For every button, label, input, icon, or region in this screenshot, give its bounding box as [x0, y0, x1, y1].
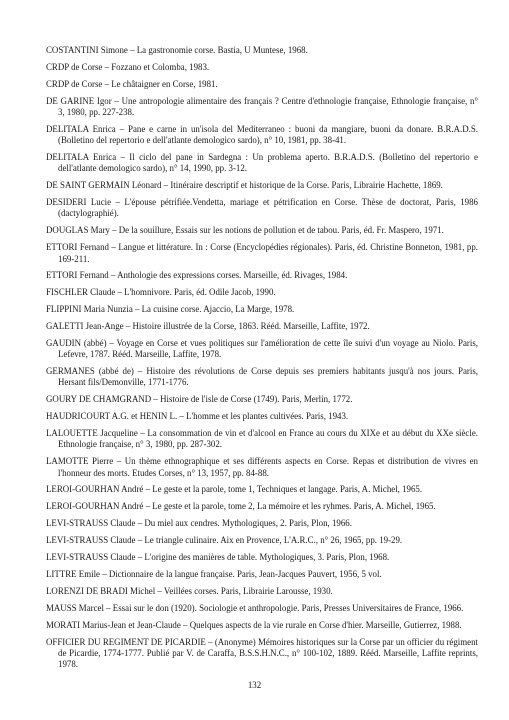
bibliography-entry: LEVI-STRAUSS Claude – Du miel aux cendres. Mythologiques, 2. Paris, Plon, 1966. — [46, 518, 352, 529]
bibliography-entry: FLIPPINI Maria Nunzia – La cuisine corse. Ajaccio, La Marge, 1978. — [46, 304, 295, 315]
bibliography-entry: LEVI-STRAUSS Claude – Le triangle culinaire. Aix en Provence, L'A.R.C., n° 26, 1965, pp. 19-29. — [46, 535, 403, 546]
bibliography-entry: OFFICIER DU REGIMENT DE PICARDIE – (Anonyme) Mémoires historiques sur la Corse par un officier du régiment de Picardie, 1774-1777. Publié par V. de Caraffa, B.S.S.H.N.C., n° 100-102, 1889. Rééd. Marseille, Laffite reprints, 1978. — [46, 636, 478, 670]
bibliography-entry: LORENZI DE BRADI Michel – Veillées corses. Paris, Librairie Larousse, 1930. — [46, 585, 333, 596]
bibliography-entry: CRDP de Corse – Le châtaigner en Corse, 1981. — [46, 78, 218, 89]
page-number: 132 — [247, 680, 262, 690]
bibliography-entry: GOURY DE CHAMGRAND – Histoire de l'isle de Corse (1749). Paris, Merlin, 1772. — [46, 394, 353, 405]
bibliography-entry: LEROI-GOURHAN André – Le geste et la parole, tome 2, La mémoire et les ryhmes. Paris, A. Michel, 1965. — [46, 501, 436, 512]
bibliography-entry: FISCHLER Claude – L'homnivore. Paris, éd. Odile Jacob, 1990. — [46, 287, 276, 298]
bibliography-entry: GALETTI Jean-Ange – Histoire illustrée de la Corse, 1863. Rééd. Marseille, Laffite, 1972. — [46, 321, 370, 332]
bibliography-list — [46, 45, 478, 676]
bibliography-entry: LITTRE Emile – Dictionnaire de la langue française. Paris, Jean-Jacques Pauvert, 1956, 5 vol. — [46, 568, 382, 579]
bibliography-entry: DOUGLAS Mary – De la souillure, Essais sur les notions de pollution et de tabou. Paris, éd. Fr. Maspero, 1971. — [46, 225, 444, 236]
bibliography-entry: GAUDIN (abbé) – Voyage en Corse et vues politiques sur l'amélioration de cette île suivi d'un voyage au Niolo. Paris, Lefevre, 1787. Rééd. Marseille, Laffite, 1978. — [46, 337, 478, 360]
bibliography-entry: LEVI-STRAUSS Claude – L'origine des manières de table. Mythologiques, 3. Paris, Plon, 1968. — [46, 552, 390, 563]
bibliography-entry: DESIDERI Lucie – L'épouse pétrifiée.Vendetta, mariage et pétrification en Corse. Thèse de doctorat, Paris, 1986 (dactylographié). — [46, 197, 478, 219]
bibliography-entry: ETTORI Fernand – Anthologie des expressions corses. Marseille, éd. Rivages, 1984. — [46, 270, 348, 281]
bibliography-entry: DE SAINT GERMAIN Léonard – Itinéraire descriptif et historique de la Corse. Paris, Librairie Hachette, 1869. — [46, 180, 443, 191]
bibliography-entry: COSTANTINI Simone – La gastronomie corse. Bastia, U Muntese, 1968. — [46, 45, 308, 55]
bibliography-entry: MAUSS Marcel – Essai sur le don (1920). Sociologie et anthropologie. Paris, Presses Universitaires de France, 1966. — [46, 602, 464, 613]
bibliography-entry: CRDP de Corse – Fozzano et Colomba, 1983. — [46, 61, 210, 72]
bibliography-entry: LALOUETTE Jacqueline – La consommation de vin et d'alcool en France au cours du XIXe et au début du XXe siècle. Ethnologie française, n° 3, 1980, pp. 287-302. — [46, 428, 478, 450]
bibliography-entry: DE GARINE Igor – Une antropologie alimentaire des français ? Centre d'ethnologie française, Ethnologie française, n° 3, 1980, pp. 227-238. — [46, 95, 478, 117]
bibliography-entry: LAMOTTE Pierre – Un thème ethnographique et ses différents aspects en Corse. Repas et distribution de vivres en l'honneur des morts. Etudes Corses, n° 13, 1957, pp. 84-88. — [46, 456, 478, 478]
bibliography-entry: DELITALA Enrica – Il ciclo del pane in Sardegna : Un problema aperto. B.R.A.D.S. (Bolletino del repertorio e dell'atlante demologico sardo), n° 14, 1990, pp. 3-12. — [46, 152, 478, 174]
bibliography-entry: LEROI-GOURHAN André – Le geste et la parole, tome 1, Techniques et langage. Paris, A. Michel, 1965. — [46, 484, 423, 495]
bibliography-entry: MORATI Marius-Jean et Jean-Claude – Quelques aspects de la vie rurale en Corse d'hier. Marseille, Gutierrez, 1988. — [46, 619, 462, 630]
bibliography-entry: ETTORI Fernand – Langue et littérature. In : Corse (Encyclopédies régionales). Paris, éd. Christine Bonneton, 1981, pp. 169-211. — [46, 242, 478, 264]
bibliography-entry: HAUDRICOURT A.G. et HENIN L. – L'homme et les plantes cultivées. Paris, 1943. — [46, 411, 349, 422]
bibliography-entry: GERMANES (abbé de) – Histoire des révolutions de Corse depuis ses premiers habitants jusqu'à nos jours. Paris, Hersant fils/Demonville, 1771-1776. — [46, 366, 478, 388]
bibliography-entry: DELITALA Enrica – Pane e carne in un'isola del Mediterraneo : buoni da mangiare, buoni da donare. B.R.A.D.S. (Bolletino del repertorio e dell'atlante demologico sardo), n° 10, 1981, pp. 38-41. — [46, 123, 478, 146]
